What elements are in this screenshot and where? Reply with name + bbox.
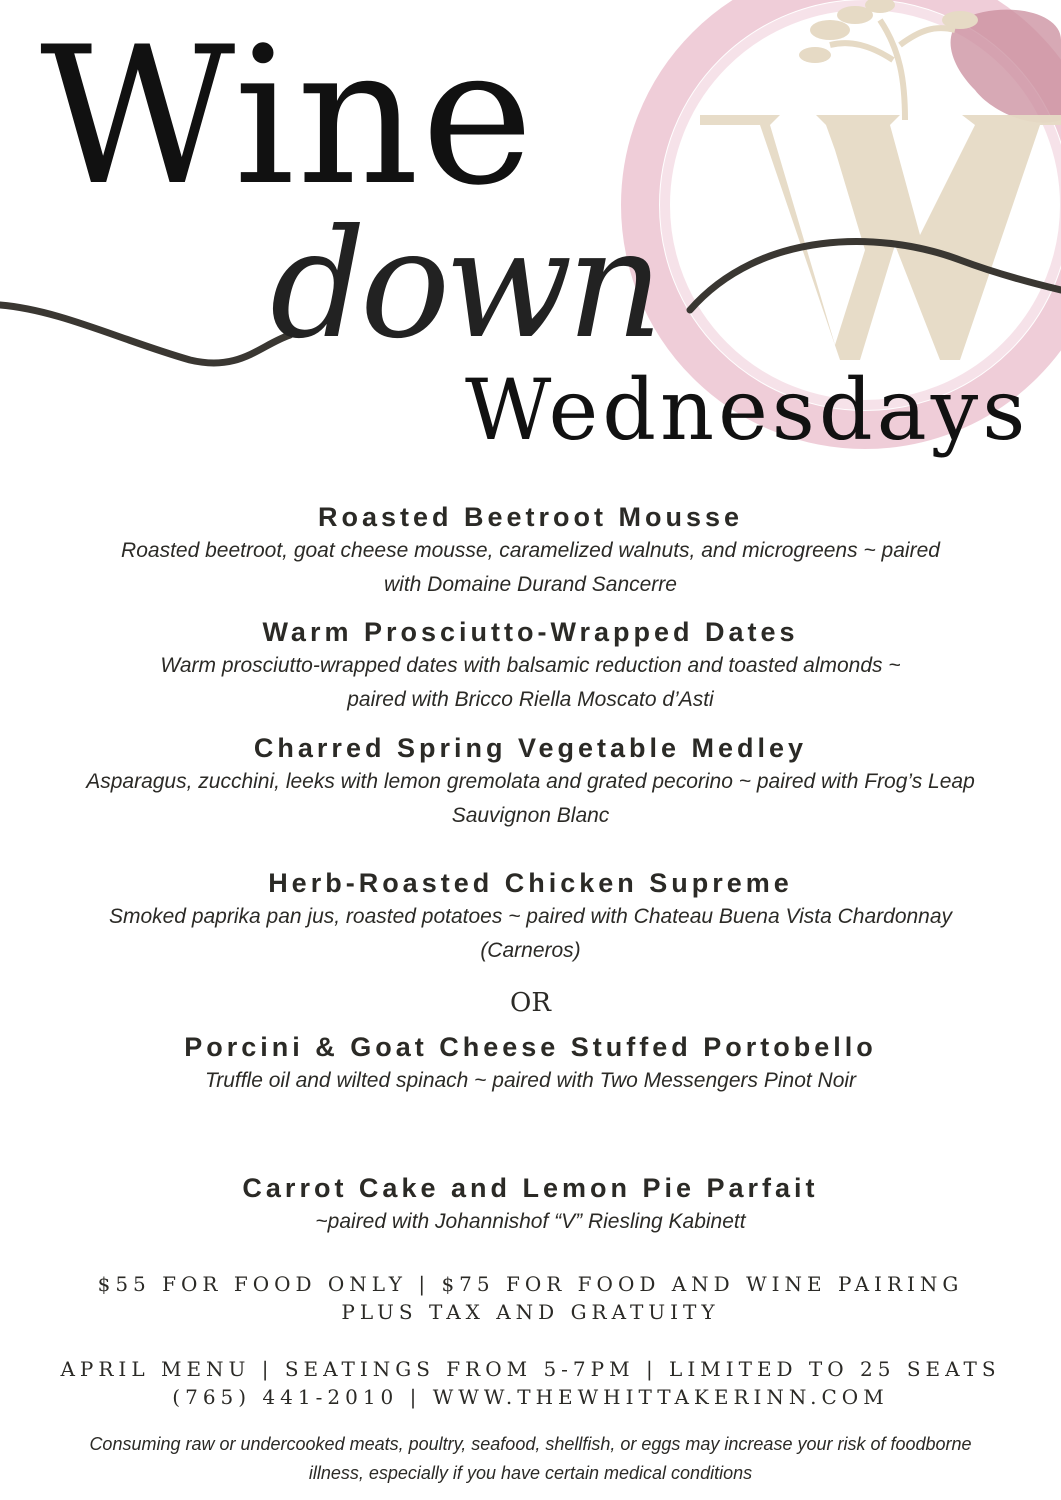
menu-item [0,1030,1061,1098]
disclaimer-line: Consuming raw or undercooked meats, poultry, seafood, shellfish, or eggs may increase your risk of foodborne [89,1434,972,1454]
item-description: Truffle oil and wilted spinach ~ paired with Two Messengers Pinot Noir [204,1069,857,1092]
item-description: paired with Bricco Riella Moscato d’Asti [347,688,714,711]
item-description: (Carneros) [480,939,581,962]
pricing-line: PLUS TAX AND GRATUITY [341,1300,720,1324]
contact-line: (765) 441-2010 | WWW.THEWHITTAKERINN.COM [172,1385,889,1409]
title-wine: Wine [40,6,536,227]
item-name: Porcini & Goat Cheese Stuffed Portobello [184,1032,877,1062]
or-separator: OR [510,988,551,1018]
tree-icon [830,20,955,120]
title-wednesdays: Wednesdays [465,361,1030,459]
title-down: down [270,198,658,372]
pricing-block [0,1270,1061,1326]
disclaimer-line: illness, especially if you have certain medical conditions [308,1463,753,1483]
item-description: ~paired with Johannishof “V” Riesling Kabinett [315,1210,746,1233]
item-name: Warm Prosciutto-Wrapped Dates [262,617,799,647]
item-description: with Domaine Durand Sancerre [384,573,677,596]
menu-item [0,1171,1061,1239]
item-name: Roasted Beetroot Mousse [317,502,744,532]
item-description: Warm prosciutto-wrapped dates with balsamic reduction and toasted almonds ~ [160,654,901,677]
item-name: Charred Spring Vegetable Medley [253,733,808,763]
item-description: Asparagus, zucchini, leeks with lemon gremolata and grated pecorino ~ paired with Frog’s Leap [86,770,975,793]
item-description: Roasted beetroot, goat cheese mousse, caramelized walnuts, and microgreens ~ paired [121,539,940,562]
disclaimer [30,1430,1031,1488]
details-block [0,1355,1061,1411]
w-monogram-icon [700,115,1061,360]
pricing-line: $55 FOR FOOD ONLY | $75 FOR FOOD AND WINE PAIRING [97,1272,964,1296]
menu-item [0,615,1061,717]
menu-item [0,731,1061,833]
menu-item [0,500,1061,602]
item-description: Sauvignon Blanc [451,804,610,827]
swoosh-line-icon [0,305,290,363]
item-name: Herb-Roasted Chicken Supreme [268,868,793,898]
item-description: Smoked paprika pan jus, roasted potatoes ~ paired with Chateau Buena Vista Chardonnay [108,905,953,928]
details-line: APRIL MENU | SEATINGS FROM 5-7PM | LIMITED TO 25 SEATS [60,1357,1001,1381]
item-name: Carrot Cake and Lemon Pie Parfait [242,1173,819,1203]
menu-item [0,866,1061,968]
